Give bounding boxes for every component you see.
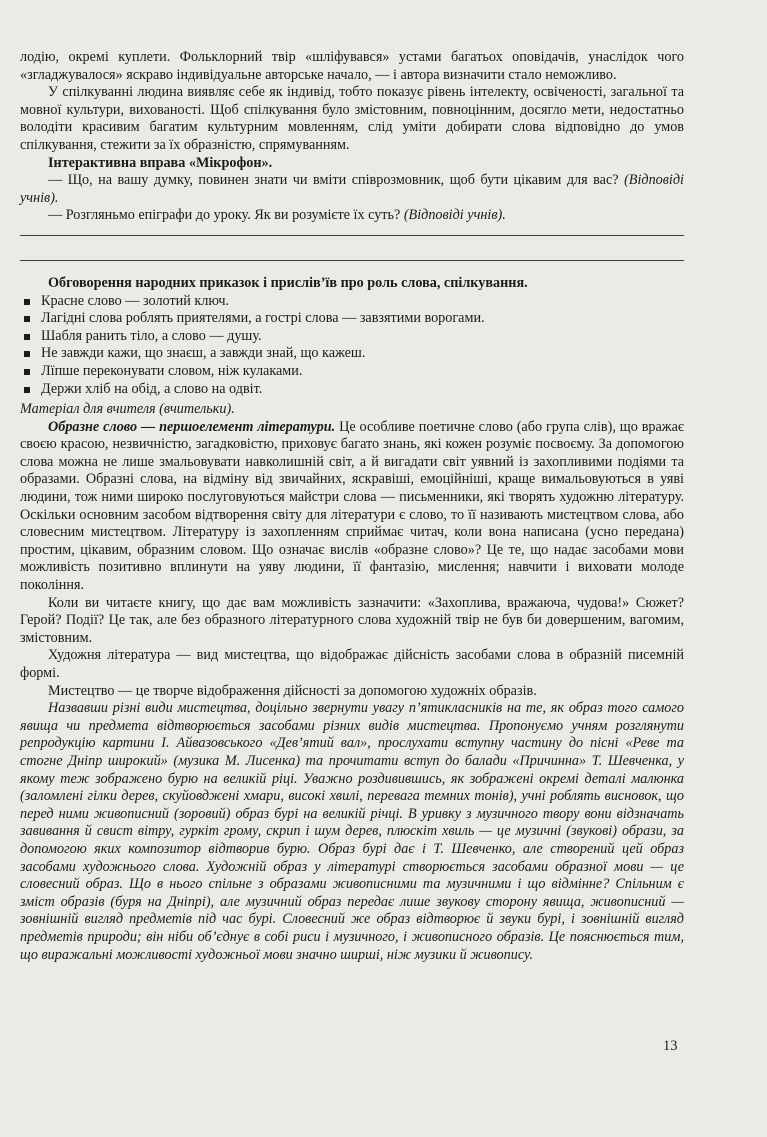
proverb-item: Не завжди кажи, що знаєш, а завжди знай, що кажеш. [23,345,684,363]
proverb-item: Лагідні слова роблять приятелями, а гострі слова — завзятими ворогами. [23,310,684,328]
discussion-title: Обговорення народних приказок і прислів’їв про роль слова, спілкування. [48,274,528,291]
paragraph-folklore: лодію, окремі куплети. Фольклорний твір «шліфувався» устами багатьох оповідачів, унаслідок чого «згладжувалося» яскраво індивідуальне авторське начало, — і автора визначити стало неможливо. [20,49,684,83]
proverb-item: Шабля ранить тіло, а слово — душу. [23,328,684,346]
proverb-list [20,293,684,399]
proverb-item: Красне слово — золотий ключ. [23,293,684,311]
answer-line-1 [20,235,684,236]
question-1-note: (Відповіді учнів). [20,172,684,206]
figurative-word-lead: Образне слово — першоелемент літератури. [48,418,336,435]
figurative-word-text: Це особливе поетичне слово (або група слів), що вражає своєю красою, незвичністю, загадковістю, приховує багато знань, які кожен розуміє посвоєму. За допомогою слова можна не лише змальовувати навколишній світ, а й вигадати світ уявний із захопливими подіями та образами. Образні слова, на відміну від звичайних, яскравіші, емоційніші, краще вимальовуються в уяві людини, тож ними широко послуговуються майстри слова — письменники, які творять художню літературу. Оскільки основним засобом відтворення світу для літератури є слово, то її називають мистецтвом слова, або словесним мистецтвом. Літературу із захопленням сприймає читач, коли вона написана (усно передана) простим, цікавим, образним словом. Що означає вислів «образне слово»? Це те, що надає засобами мови можливість позитивно вплинути на уяву людини, її фантазію, мислення; навчити і виховати молоде покоління. [20,418,684,594]
exercise-question-1 [20,172,684,207]
paragraph-methodical-note: Назвавши різні види мистецтва, доцільно звернути увагу п’ятикласників на те, як образ того самого явища чи предмета відтворюється засобами різних видів мистецтва. Пропонуємо учням розглянути репродукцію картини І. Айвазовського «Дев’ятий вал», прослухати вступну частину до пісні «Реве та стогне Дніпр широкий» (музика М. Лисенка) та прочитати вступ до балади «Причинна» Т. Шевченка, у якому теж зображено бурю на великій ріці. Уважно роздивившись, як зображені окремі деталі малюнка (заломлені гілки дерев, скуйовджені хмари, високі хвилі, перевага темних тонів), учні роблять висновок, що перед ними живописний (зоровий) образ бурі на великій річці. В уривку з музичного твору вони відзначать завивання й свист вітру, гуркіт грому, скрип і шум дерев, плюскіт хвиль — це музичні (звукові) образи, за допомогою яких композитор відтворив бурю. Образ бурі дає і Т. Шевченко, але створений цей образ засобами художнього слова. Художній образ у літературі створюється засобами образної мови — це словесний образ. Що в нього спільне з образами живописними та музичними і що відмінне? Спільним є зміст образів (буря на Дніпрі), але музичний образ передає лише звукову сторону явища, живописний — зовнішній вигляд предметів під час бурі. Словесний же образ відтворює й звуки бурі, і зовнішній вигляд предметів природи; він ніби об’єднує в собі риси і музичного, і живописного образів. Це пояснюється тим, що виражальні можливості художньої мови значно ширші, ніж музики й живопису. [20,700,684,963]
paragraph-communication: У спілкуванні людина виявляє себе як індивід, тобто показує рівень інтелекту, освіченості, загальної та мовної культури, вихованості. Щоб спілкування було змістовним, повноцінним, досягло мети, недостатньо володіти красивим багатим культурним мовленням, слід уміти добирати слова відповідно до умов спілкування, стежити за їх образністю, спрямуванням. [20,84,684,153]
page-number: 13 [663,1038,678,1054]
paragraph-figurative-word [20,419,684,595]
paragraph-literature-definition: Художня література — вид мистецтва, що відображає дійсність засобами слова в образній писемній формі. [20,647,684,681]
proverb-item: Лїпше переконувати словом, ніж кулаками. [23,363,684,381]
exercise-title: Інтерактивна вправа «Мікрофон». [48,154,273,171]
proverb-item: Держи хліб на обід, а слово на одвіт. [23,381,684,399]
question-2-note: (Відповіді учнів). [403,207,506,224]
paragraph-reading-question: Коли ви читаєте книгу, що дає вам можливість зазначити: «Захоплива, вражаюча, чудова!» Сюжет? Герой? Події? Це так, але без образного літературного слова художній твір не був би довершеним, вагомим, змістовним. [20,594,684,646]
exercise-question-2 [20,207,684,225]
teacher-material-label: Матеріал для вчителя (вчительки). [20,401,235,418]
paragraph-art-definition: Мистецтво — це творче відображення дійсності за допомогою художніх образів. [48,682,537,699]
answer-line-2 [20,260,684,261]
question-1-text: — Що, на вашу думку, повинен знати чи вміти співрозмовник, щоб бути цікавим для вас? [48,172,619,189]
question-2-text: — Розгляньмо епіграфи до уроку. Як ви розумієте їх суть? [48,207,401,224]
